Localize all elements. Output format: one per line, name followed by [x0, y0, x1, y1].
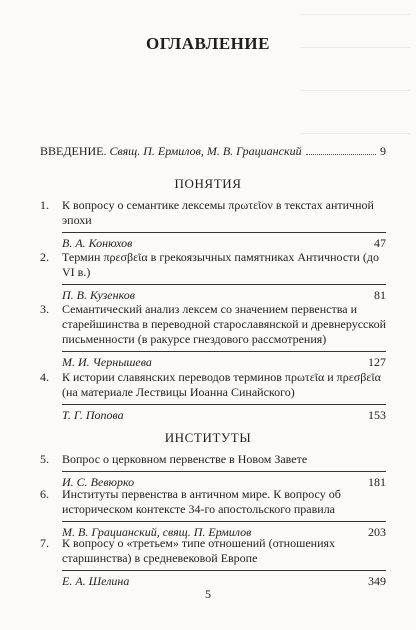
toc-entry[interactable] [40, 487, 386, 540]
toc-entry[interactable] [40, 198, 386, 251]
intro-authors: Свящ. П. Ермилов, М. В. Грацианский [109, 144, 302, 158]
entry-author: Е. А. Шелина [62, 574, 130, 588]
section-heading-concepts: ПОНЯТИЯ [174, 176, 242, 191]
entry-title: Семантический анализ лексем со значением первенства и старейшинства в переводной старославянской и древнерусской письменности (в ракурсе гнездового рассмотрения) [62, 302, 387, 346]
entry-author: И. С. Вевюрко [62, 475, 135, 489]
entry-author-row [62, 351, 386, 370]
toc-entry[interactable] [40, 452, 386, 490]
bleed-through-text [300, 10, 410, 134]
toc-entry[interactable] [40, 370, 386, 423]
dot-leader [306, 145, 376, 155]
intro-page: 9 [380, 144, 386, 158]
entry-number: 1. [40, 198, 49, 212]
entry-author-row [62, 284, 386, 303]
toc-entry[interactable] [40, 250, 386, 303]
entry-page: 203 [368, 525, 386, 539]
entry-number: 6. [40, 487, 49, 501]
intro-label: ВВЕДЕНИЕ. [40, 144, 107, 158]
entry-number: 3. [40, 302, 49, 316]
entry-number: 7. [40, 536, 49, 550]
entry-number: 2. [40, 250, 49, 264]
entry-title: К вопросу о семантике лексемы πρωτεῖον в текстах античной эпохи [62, 198, 374, 227]
page-title: ОГЛАВЛЕНИЕ [146, 34, 270, 53]
entry-author: В. А. Конюхов [62, 236, 133, 250]
entry-page: 47 [374, 236, 386, 250]
entry-title: Вопрос о церковном первенстве в Новом Завете [62, 452, 308, 466]
entry-page: 181 [368, 475, 386, 489]
entry-author: П. В. Кузенков [62, 288, 135, 302]
entry-title: Термин πρεσβεῖα в грекоязычных памятниках Античности (до VI в.) [62, 250, 379, 279]
intro-entry[interactable] [40, 144, 386, 159]
entry-number: 5. [40, 452, 49, 466]
page-number: 5 [205, 587, 211, 601]
entry-page: 349 [368, 574, 386, 588]
entry-page: 127 [368, 355, 386, 369]
entry-author-row [62, 232, 386, 251]
section-heading-institutions: ИНСТИТУТЫ [164, 430, 252, 445]
entry-page: 153 [368, 408, 386, 422]
entry-title: Институты первенства в античном мире. К вопросу об историческом контексте 34-го апостольского правила [62, 487, 341, 516]
entry-author: М. В. Грацианский, свящ. П. Ермилов [62, 525, 252, 539]
entry-author-row [62, 404, 386, 423]
toc-entry[interactable] [40, 536, 386, 589]
toc-entry[interactable] [40, 302, 386, 370]
entry-title: К вопросу о «третьем» типе отношений (отношениях старшинства) в средневековой Европе [62, 536, 336, 565]
entry-number: 4. [40, 370, 49, 384]
entry-page: 81 [374, 288, 386, 302]
entry-author: Т. Г. Попова [62, 408, 124, 422]
entry-title: К истории славянских переводов терминов πρωτεῖα и πρεσβεῖα (на материале Лествицы Иоанна Синайского) [62, 370, 381, 399]
entry-author: М. И. Чернышева [62, 355, 152, 369]
